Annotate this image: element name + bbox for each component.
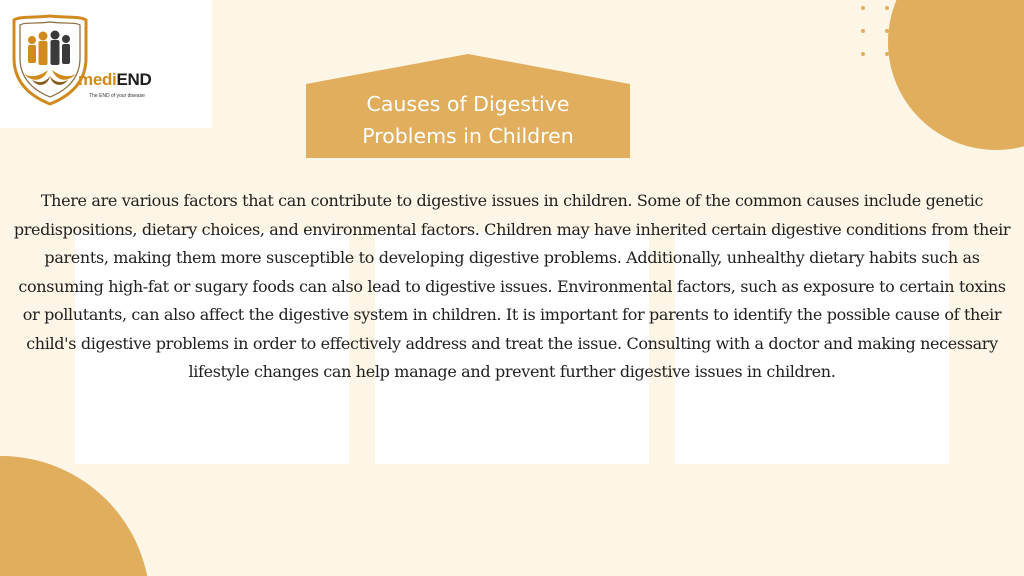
decorative-circle-bottom-left [0,456,150,576]
body-paragraph: There are various factors that can contribute to digestive issues in children. Some of the common causes include genetic predispositions, dietary choices, and environmental factors. Children may have inherited certain digestive conditions from their parents, making them more susceptible to developing digestive problems. Additionally, unhealthy dietary habits such as consuming high-fat or sugary foods can also lead to digestive issues. Environmental factors, such as exposure to certain toxins or pollutants, can also affect the digestive system in children. It is important for parents to identify the possible cause of their child's digestive problems in order to effectively address and treat the issue. Consulting with a doctor and making necessary lifestyle changes can help manage and prevent further digestive issues in children. [13,191,1011,381]
family-shield-icon [10,14,90,106]
decorative-dot-grid [858,2,898,62]
decorative-circle-top-right [888,0,1024,150]
page-title [306,88,630,152]
logo-wordmark [78,70,151,90]
logo-tagline: The END of your disease [89,93,145,99]
logo-brand-suffix: END [116,70,152,89]
title-line-1: Causes of Digestive [366,92,570,116]
logo [0,0,212,128]
title-line-2: Problems in Children [362,124,574,148]
logo-brand-prefix: medi [78,70,117,89]
